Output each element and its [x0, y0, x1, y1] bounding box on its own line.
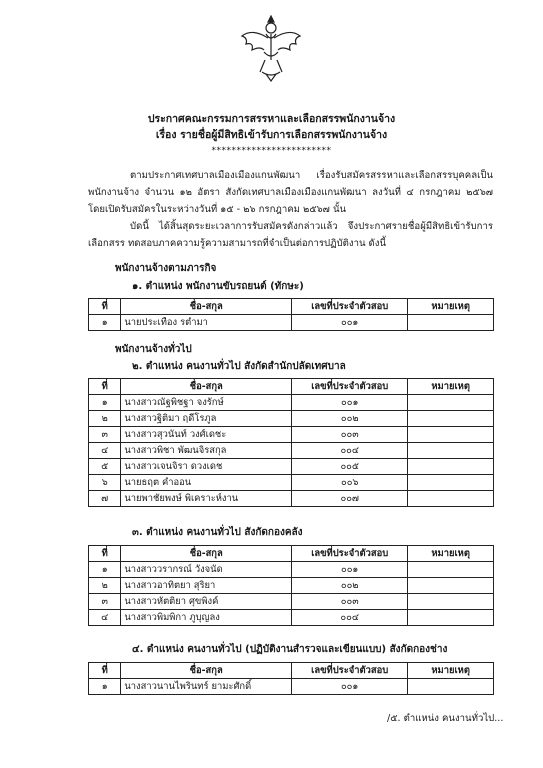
table-header-row	[89, 663, 494, 679]
row-note	[408, 610, 494, 626]
row-no: ๕	[89, 459, 121, 475]
body-paragraph-1: ตามประกาศเทศบาลเมืองเมืองแกนพัฒนา เรื่องรับสมัครสรรหาและเลือกสรรบุคคลเป็นพนักงานจ้าง จำนวน ๑๒ อัตรา สังกัดเทศบาลเมืองเมืองแกนพัฒนา ลงวันที่ ๔ กรกฎาคม ๒๕๖๗ โดยเปิดรับสมัครในระหว่างวันที่ ๑๕ - ๒๖ กรกฎาคม ๒๕๖๗ นั้น	[88, 170, 493, 215]
row-note	[408, 578, 494, 594]
col-note-header: หมายเหตุ	[408, 299, 494, 315]
row-name: นายประเทือง รตำมา	[121, 315, 292, 331]
col-name-header: ชื่อ-สกุล	[121, 663, 292, 679]
row-id: ๐๐๒	[292, 578, 408, 594]
group1-table	[88, 298, 494, 331]
col-name-header: ชื่อ-สกุล	[121, 299, 292, 315]
table-row	[89, 395, 494, 411]
row-no: ๖	[89, 475, 121, 491]
row-no: ๑	[89, 395, 121, 411]
row-id: ๐๐๔	[292, 610, 408, 626]
table-row	[89, 315, 494, 331]
star-divider: ************************	[211, 146, 332, 156]
row-name: นางสาววรากรณ์ วังจนัด	[121, 562, 292, 578]
row-no: ๑	[89, 315, 121, 331]
row-note	[408, 411, 494, 427]
row-name: นายพาชัยพงษ์ พิเคราะห์งาน	[121, 491, 292, 507]
col-id-header: เลขที่ประจำตัวสอบ	[292, 379, 408, 395]
row-name: นายธฤต คำออน	[121, 475, 292, 491]
row-name: นางสาวพิมพิกา ภูบุญลง	[121, 610, 292, 626]
group1-position: ๑. ตำแหน่ง พนักงานขับรถยนต์ (ทักษะ)	[132, 281, 304, 292]
row-id: ๐๐๑	[292, 315, 408, 331]
row-id: ๐๐๔	[292, 443, 408, 459]
table-row	[89, 578, 494, 594]
table-row	[89, 679, 494, 695]
row-id: ๐๐๑	[292, 562, 408, 578]
table-row	[89, 427, 494, 443]
row-id: ๐๐๓	[292, 594, 408, 610]
group4-table	[88, 662, 494, 695]
row-id: ๐๐๑	[292, 679, 408, 695]
row-name: นางสาวสุวนันท์ วงศ์เดชะ	[121, 427, 292, 443]
row-no: ๓	[89, 594, 121, 610]
table-header-row	[89, 546, 494, 562]
col-name-header: ชื่อ-สกุล	[121, 379, 292, 395]
row-name: นางสาวณัฐพิชฐา จงรักษ์	[121, 395, 292, 411]
row-note	[408, 459, 494, 475]
row-no: ๑	[89, 562, 121, 578]
row-id: ๐๐๑	[292, 395, 408, 411]
body-paragraph-2: บัดนี้ ได้สิ้นสุดระยะเวลาการรับสมัครดังกล่าวแล้ว จึงประกาศรายชื่อผู้มีสิทธิเข้ารับการเลือกสรร ทดสอบภาคความรู้ความสามารถที่จำเป็นต่อการปฏิบัติงาน ดังนี้	[88, 221, 493, 249]
group2-position: ๒. ตำแหน่ง คนงานทั่วไป สังกัดสำนักปลัดเทศบาล	[132, 361, 346, 372]
continuation-note: /๕. ตำแหน่ง คนงานทั่วไป...	[387, 713, 504, 724]
col-name-header: ชื่อ-สกุล	[121, 546, 292, 562]
row-note	[408, 395, 494, 411]
col-id-header: เลขที่ประจำตัวสอบ	[292, 546, 408, 562]
row-name: นางสาวพิชา พัฒนจิรสกุล	[121, 443, 292, 459]
row-no: ๗	[89, 491, 121, 507]
row-id: ๐๐๒	[292, 411, 408, 427]
announcement-title: ประกาศคณะกรรมการสรรหาและเลือกสรรพนักงานจ้าง	[147, 113, 396, 125]
table-row	[89, 443, 494, 459]
col-no-header: ที่	[89, 663, 121, 679]
row-name: นางสาวอาทิตยา สุริยา	[121, 578, 292, 594]
row-id: ๐๐๓	[292, 427, 408, 443]
row-no: ๔	[89, 610, 121, 626]
table-row	[89, 562, 494, 578]
table-row	[89, 459, 494, 475]
col-id-header: เลขที่ประจำตัวสอบ	[292, 663, 408, 679]
garuda-emblem-icon	[238, 12, 304, 82]
row-note	[408, 443, 494, 459]
row-note	[408, 679, 494, 695]
group3-table	[88, 545, 494, 626]
row-id: ๐๐๗	[292, 491, 408, 507]
row-name: นางสาวเจนจิรา ดวงเดช	[121, 459, 292, 475]
row-name: นางสาวฐิติมา ฤดีโรภูล	[121, 411, 292, 427]
col-no-header: ที่	[89, 379, 121, 395]
col-note-header: หมายเหตุ	[408, 663, 494, 679]
row-note	[408, 562, 494, 578]
table-header-row	[89, 299, 494, 315]
row-id: ๐๐๖	[292, 475, 408, 491]
table-row	[89, 491, 494, 507]
group1-heading: พนักงานจ้างตามภารกิจ	[115, 263, 217, 274]
group2-heading: พนักงานจ้างทั่วไป	[115, 344, 192, 355]
row-note	[408, 594, 494, 610]
row-no: ๒	[89, 411, 121, 427]
group4-position: ๔. ตำแหน่ง คนงานทั่วไป (ปฏิบัติงานสำรวจและเขียนแบบ) สังกัดกองช่าง	[132, 644, 448, 655]
table-row	[89, 475, 494, 491]
row-no: ๑	[89, 679, 121, 695]
table-header-row	[89, 379, 494, 395]
col-no-header: ที่	[89, 299, 121, 315]
row-no: ๔	[89, 443, 121, 459]
row-note	[408, 475, 494, 491]
row-note	[408, 315, 494, 331]
row-id: ๐๐๕	[292, 459, 408, 475]
col-note-header: หมายเหตุ	[408, 379, 494, 395]
col-note-header: หมายเหตุ	[408, 546, 494, 562]
row-name: นางสาวหัตติยา ศุขพิงค์	[121, 594, 292, 610]
table-row	[89, 411, 494, 427]
row-note	[408, 427, 494, 443]
row-no: ๒	[89, 578, 121, 594]
col-id-header: เลขที่ประจำตัวสอบ	[292, 299, 408, 315]
row-note	[408, 491, 494, 507]
table-row	[89, 610, 494, 626]
announcement-subject: เรื่อง รายชื่อผู้มีสิทธิเข้ารับการเลือกสรรพนักงานจ้าง	[155, 129, 388, 141]
row-name: นางสาวนานไพรินทร์ ยามะศักดิ์	[121, 679, 292, 695]
table-row	[89, 594, 494, 610]
col-no-header: ที่	[89, 546, 121, 562]
row-no: ๓	[89, 427, 121, 443]
group2-table	[88, 378, 494, 507]
group3-position: ๓. ตำแหน่ง คนงานทั่วไป สังกัดกองคลัง	[132, 527, 303, 538]
